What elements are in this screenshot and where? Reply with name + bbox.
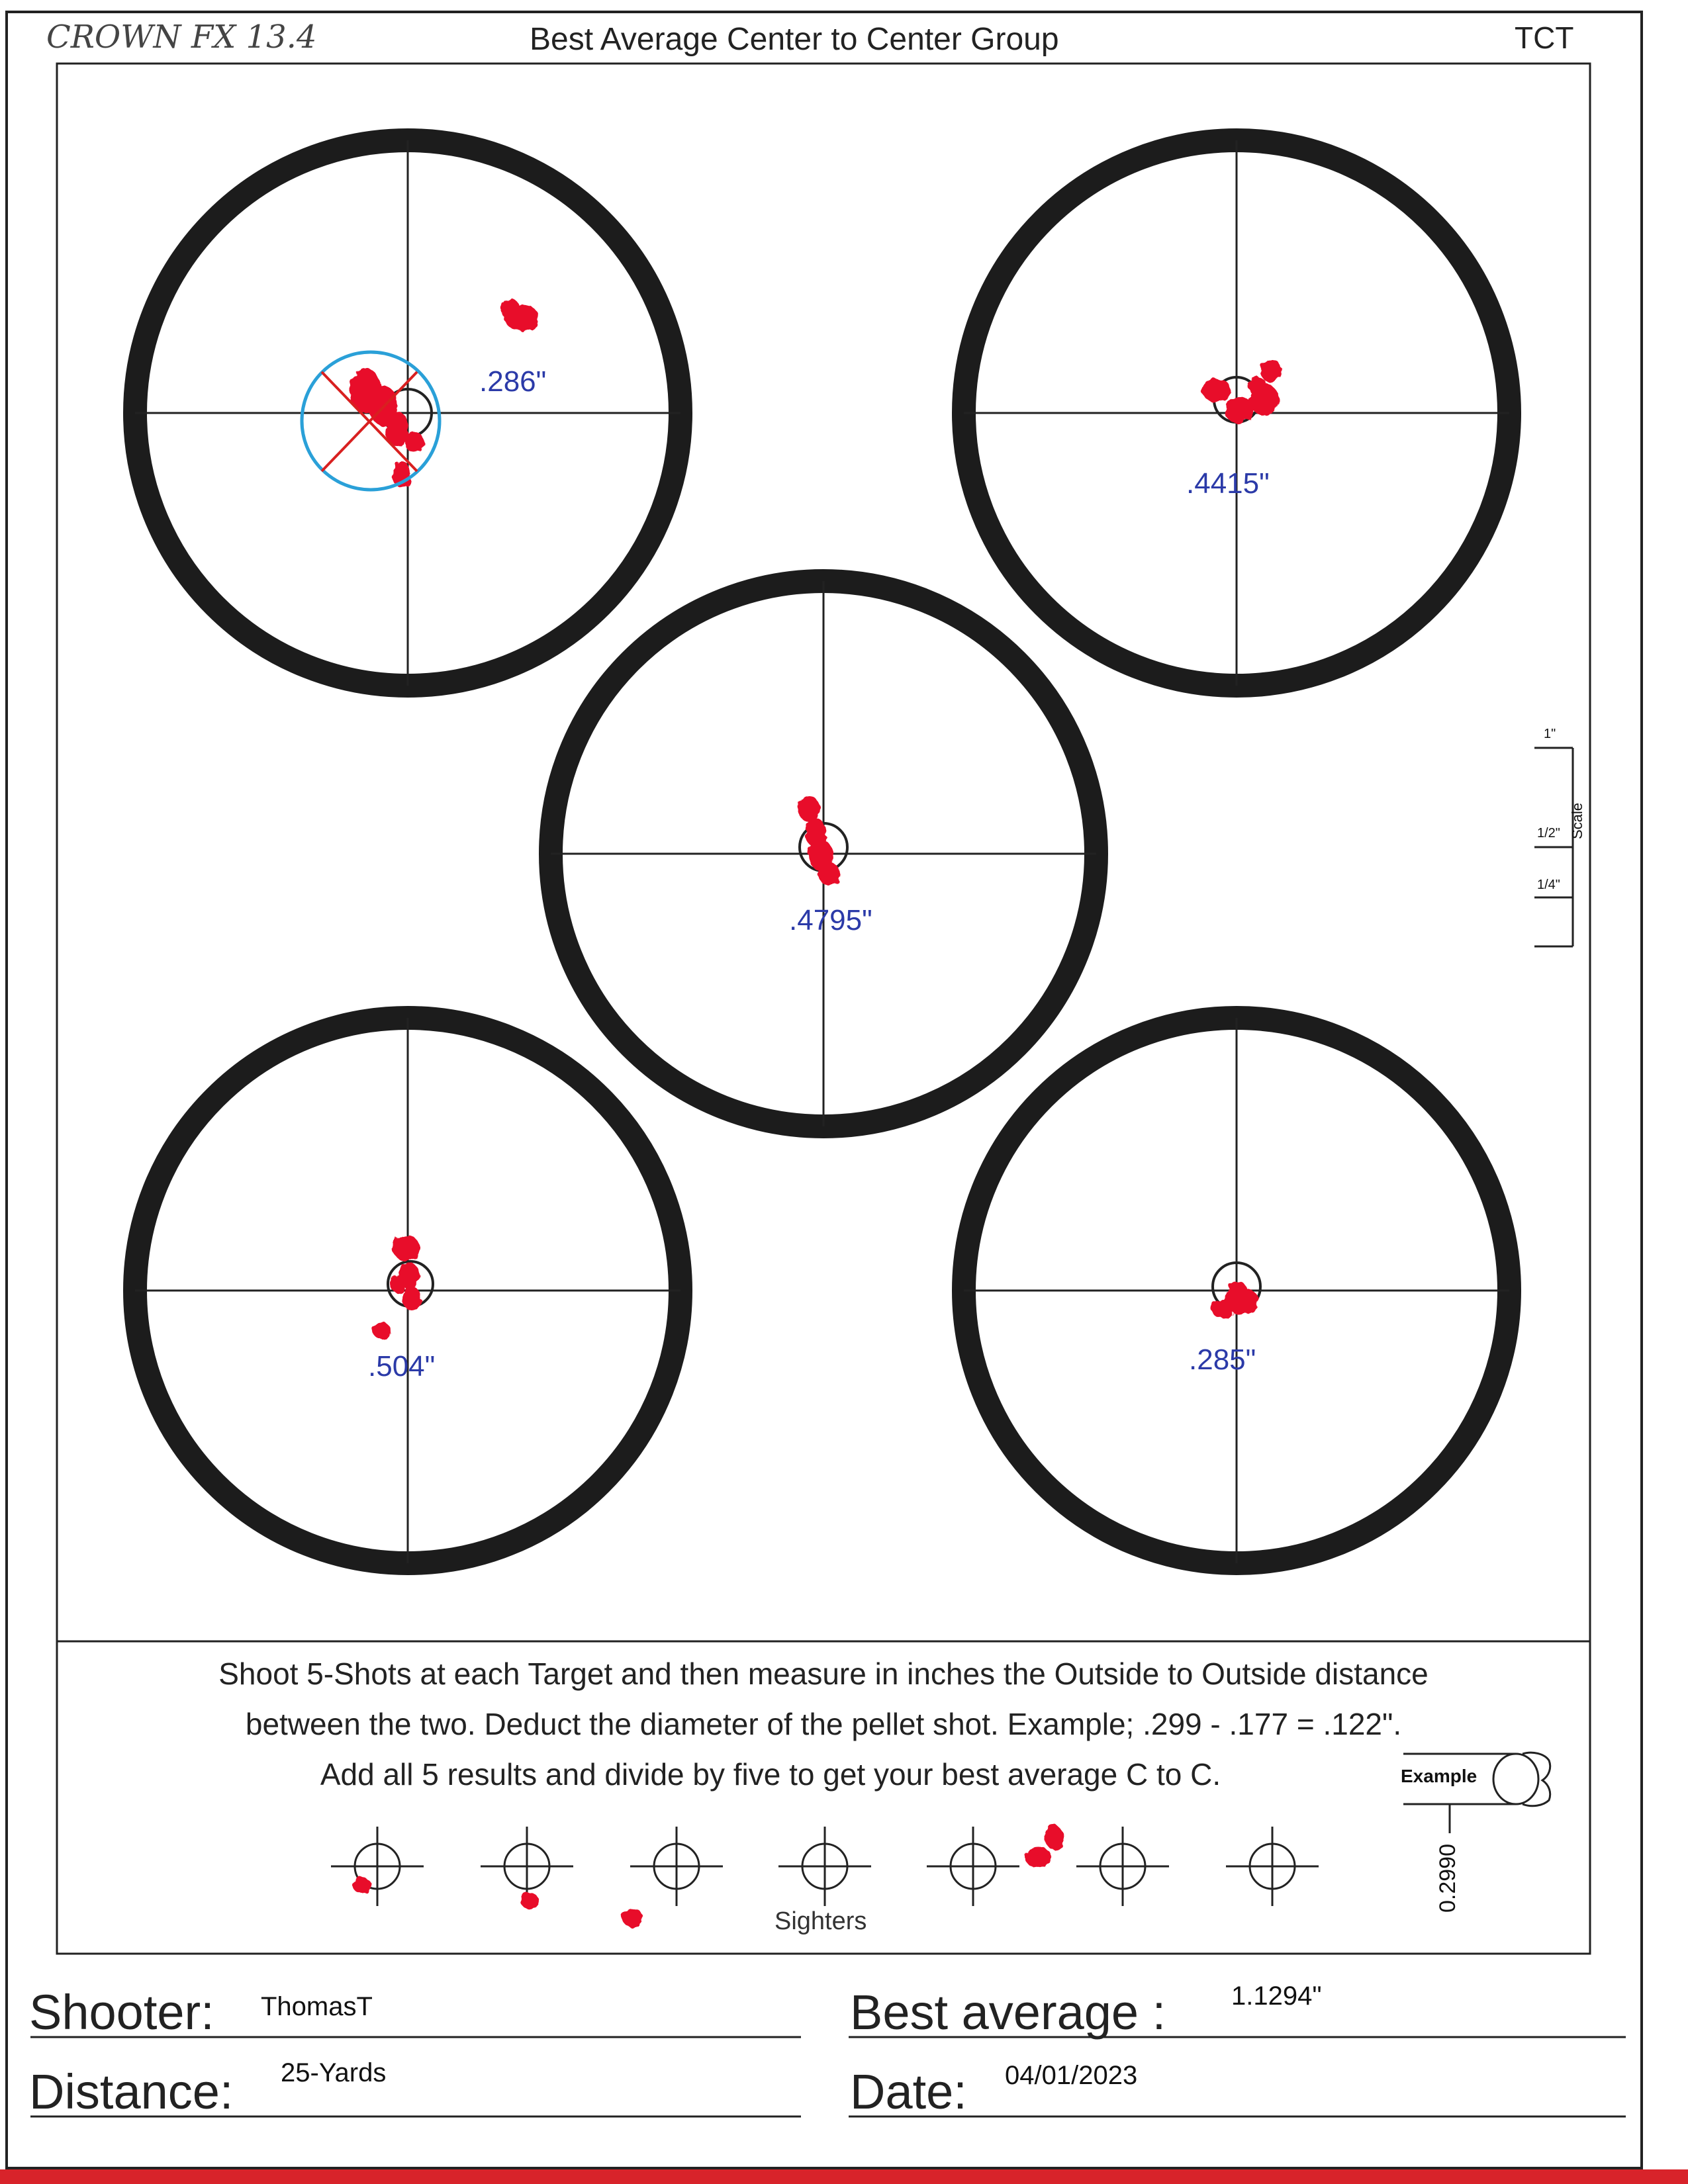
sighter-mark [1226, 1827, 1319, 1906]
target-bottom-left [135, 1018, 680, 1563]
example-value: 0.2990 [1435, 1844, 1460, 1913]
target-top-right [964, 140, 1509, 686]
header-tag: TCT [1515, 21, 1574, 55]
best-average-value: 1.1294" [1231, 1981, 1322, 2011]
scale-mark-quarter: 1/4" [1537, 878, 1560, 892]
example-label: Example [1401, 1766, 1477, 1786]
target-bottom-right [964, 1018, 1509, 1563]
distance-label: Distance: [29, 2064, 234, 2119]
measurement-top-right: .4415" [1186, 467, 1270, 500]
scale-mark-half: 1/2" [1537, 826, 1560, 841]
sighter-mark [331, 1827, 424, 1906]
target-center [551, 581, 1096, 1126]
sighter-mark [927, 1827, 1019, 1906]
measurement-top-left: .286" [479, 365, 547, 398]
measurement-bottom-left: .504" [368, 1350, 436, 1383]
target-top-left [135, 140, 680, 686]
scale-ruler [1534, 748, 1573, 946]
sighter-mark [1076, 1827, 1169, 1906]
distance-value: 25-Yards [281, 2058, 387, 2087]
instructions-line-1: Shoot 5-Shots at each Target and then measure in inches the Outside to Outside distance [218, 1657, 1429, 1691]
measurement-bottom-right: .285" [1189, 1343, 1256, 1376]
sighters-label: Sighters [774, 1907, 867, 1935]
best-average-label: Best average : [850, 1985, 1166, 2040]
sighter-holes [352, 1825, 1063, 1927]
shooter-value: ThomasT [261, 1992, 373, 2021]
handwritten-note: CROWN FX 13.4 [46, 19, 317, 56]
scale-mark-1in: 1" [1544, 727, 1556, 741]
shooter-label: Shooter: [29, 1985, 214, 2040]
date-value: 04/01/2023 [1005, 2061, 1138, 2090]
date-label: Date: [850, 2064, 967, 2119]
shot-group [1211, 1281, 1259, 1318]
sighter-mark [630, 1827, 723, 1906]
shot-group [798, 796, 839, 886]
page-title: Best Average Center to Center Group [530, 22, 1059, 57]
instructions-line-2: between the two. Deduct the diameter of the pellet shot. Example; .299 - .177 = .122". [245, 1707, 1402, 1741]
sighter-mark [778, 1827, 871, 1906]
measurement-center: .4795" [789, 904, 872, 936]
sighters-row [331, 1827, 1319, 1906]
instructions-line-3: Add all 5 results and divide by five to get your best average C to C. [320, 1757, 1221, 1792]
shot-group [372, 1235, 421, 1338]
bottom-red-bar [0, 2169, 1688, 2184]
scale-label: Scale [1569, 802, 1585, 839]
